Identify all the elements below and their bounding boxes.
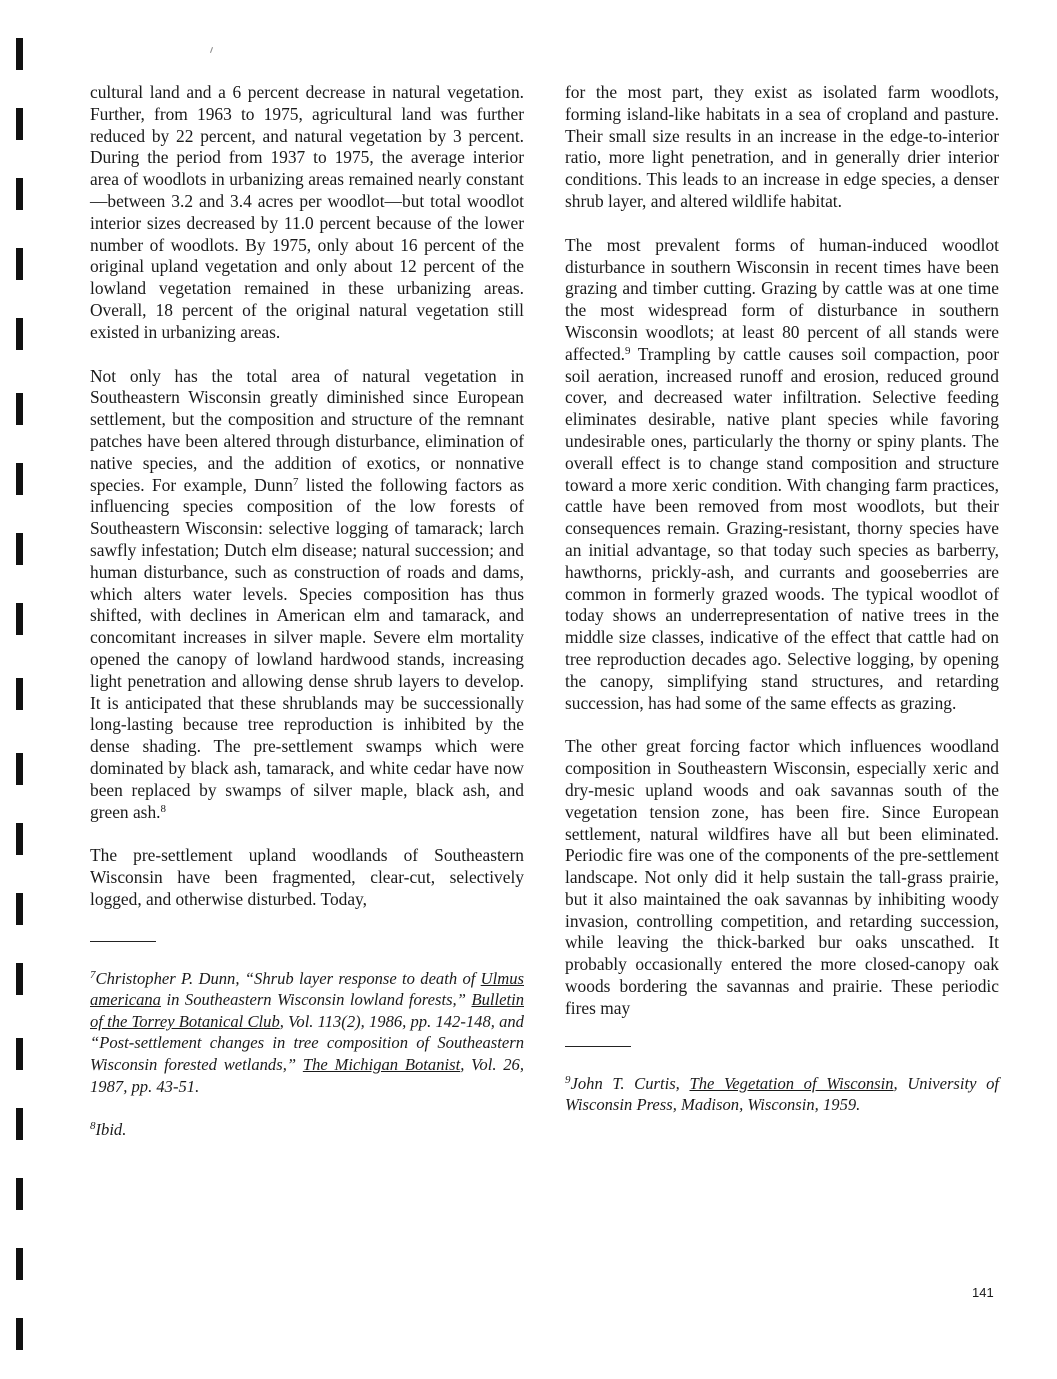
right-paragraph-1: for the most part, they exist as isolated farm woodlots, forming island-like habitats in a sea of cropland and pasture. Their small size results in an increase in the edge-to-interior ratio, more light penetration, and in generally drier interior conditions. This leads to an increase in edge species, a denser shrub layer, and altered wildlife habitat. <box>565 82 999 211</box>
scan-speck <box>210 47 213 53</box>
binding-mark <box>16 1318 23 1350</box>
binding-mark <box>16 533 23 565</box>
left-column <box>90 82 524 1163</box>
footnote-rule <box>90 941 156 942</box>
binding-mark <box>16 1038 23 1070</box>
left-paragraph-3: The pre-settlement upland woodlands of Southeastern Wisconsin have been fragmented, clear-cut, selectively logged, and otherwise disturbed. Today, <box>90 845 524 909</box>
footnote-8: $^8$Ibid. <box>90 1120 127 1140</box>
binding-mark <box>16 248 23 280</box>
footnote-7: $^7$Christopher P. Dunn, “Shrub layer response to death of Ulmus americana in Southeastern Wisconsin lowland forests,” Bulletin of the Torrey Botanical Club, Vol. 113(2), 1986, pp. 142-148, and “Post-settlement changes in tree composition of Southeastern Wisconsin forested wetlands,” The Michigan Botanist, Vol. 26, 1987, pp. 43-51. <box>90 968 524 1096</box>
binding-mark <box>16 463 23 495</box>
binding-mark <box>16 963 23 995</box>
binding-mark <box>16 823 23 855</box>
footnote-ref-7: 7 <box>292 475 299 488</box>
footnote-rule <box>565 1046 631 1047</box>
binding-mark <box>16 678 23 710</box>
binding-mark <box>16 178 23 210</box>
left-paragraph-1: cultural land and a 6 percent decrease in natural vegetation. Further, from 1963 to 1975, agricultural land was further reduced by 22 percent, and natural vegetation by 3 percent. During the period from 1937 to 1975, the average interior area of woodlots in urbanizing areas remained nearly constant—between 3.2 and 3.4 acres per woodlot—but total woodlot interior sizes decreased by 11.0 percent because of the lower number of woodlots. By 1975, only about 16 percent of the original upland vegetation and only about 12 percent of the lowland vegetation remained in these urbanizing areas. Overall, 18 percent of the original natural vegetation still existed in urbanizing areas. <box>90 82 524 342</box>
binding-mark <box>16 1178 23 1210</box>
footnote-9: $^9$John T. Curtis, The Vegetation of Wisconsin, University of Wisconsin Press, Madison, Wisconsin, 1959. <box>565 1073 999 1115</box>
binding-mark <box>16 1108 23 1140</box>
binding-mark <box>16 753 23 785</box>
right-paragraph-2: The most prevalent forms of human-induced woodlot disturbance in southern Wisconsin in recent times have been grazing and timber cutting. Grazing by cattle was at one time the most widespread form of disturbance in southern Wisconsin woodlots; at least 80 percent of all stands were affected.$^9$ Trampling by cattle causes soil compaction, poor soil aeration, increased runoff and erosion, reduced ground cover, and decreased water infiltration. Selective feeding eliminates desirable, native plant species while favoring undesirable ones, particularly the thorny or spiny plants. The overall effect is to change stand composition and structure toward a more xeric condition. With changing farm practices, cattle have been removed from most woodlots, but their consequences remain. Grazing-resistant, thorny species have an initial advantage, so that today such species as barberry, hawthorns, prickly-ash, and currants and gooseberries are common in formerly grazed woods. The typical woodlot of today shows an underrepresentation of native trees in the middle size classes, indicative of the effect that cattle had on tree reproduction decades ago. Selective logging, by opening the canopy, simplifying stand structures, and retarding succession, has had some of the same effects as grazing. <box>565 234 999 713</box>
binding-mark <box>16 393 23 425</box>
binding-edge-marks <box>0 0 50 1379</box>
right-column <box>565 82 999 1138</box>
footnote-ref-9: 9 <box>625 344 631 357</box>
binding-mark <box>16 893 23 925</box>
right-paragraph-3: The other great forcing factor which influences woodland composition in Southeastern Wisconsin, especially xeric and dry-mesic upland woods and oak savannas south of the vegetation tension zone, has been fire. Since European settlement, natural wildfires have all but been eliminated. Periodic fire was one of the components of the pre-settlement landscape. Not only did it help sustain the tall-grass prairie, but it also maintained the oak savannas by inhibiting woody invasion, controlling competition, and retarding succession, while leaving the thick-barked bur oaks unscathed. It probably occasionally entered the more closed-canopy oak woods bordering the savannas and prairie. These periodic fires may <box>565 736 999 1018</box>
footnote-ref-8: 8 <box>160 802 166 815</box>
binding-mark <box>16 108 23 140</box>
page-number: 141 <box>972 1285 994 1300</box>
binding-mark <box>16 318 23 350</box>
binding-mark <box>16 1248 23 1280</box>
binding-mark <box>16 38 23 70</box>
left-paragraph-2: Not only has the total area of natural vegetation in Southeastern Wisconsin greatly diminished since European settlement, but the composition and structure of the remnant patches have been altered through disturbance, elimination of native species, and the addition of exotics, or nonnative species. For example, Dunn$^7$ listed the following factors as influencing species composition of the low forests of Southeastern Wisconsin: selective logging of tamarack; larch sawfly infestation; Dutch elm disease; natural succession; and human disturbance, such as construction of roads and dams, which alters water levels. Species composition has thus shifted, with declines in American elm and tamarack, and concomitant increases in silver maple. Severe elm mortality opened the canopy of lowland hardwood stands, increasing light penetration and allowing dense shrub layers to develop. It is anticipated that these shrublands may be successionally long-lasting because tree reproduction is inhibited by the dense shading. The pre-settlement swamps which were dominated by black ash, tamarack, and white cedar have now been replaced by swamps of silver maple, black ash, and green ash.$^8$ <box>90 365 525 822</box>
binding-mark <box>16 603 23 635</box>
